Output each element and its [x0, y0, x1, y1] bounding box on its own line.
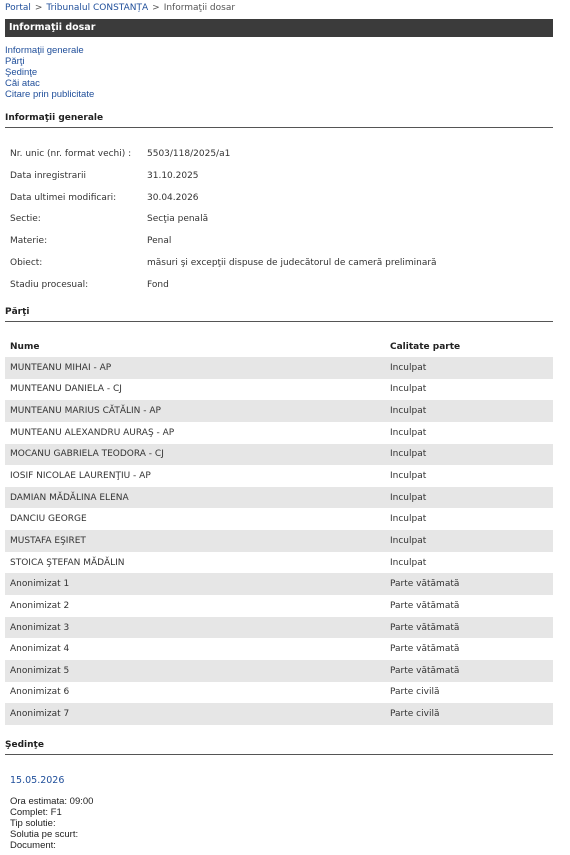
breadcrumb — [5, 3, 235, 13]
info-value: 5503/118/2025/a1 — [147, 149, 231, 159]
table-row — [5, 573, 553, 595]
table-row — [5, 379, 553, 401]
party-name: Anonimizat 6 — [10, 687, 70, 698]
parties-table — [5, 337, 553, 725]
party-role: Inculpat — [390, 471, 427, 482]
party-role: Parte civilă — [390, 687, 440, 698]
table-row — [5, 422, 553, 444]
toc-link-parties[interactable]: Părţi — [5, 56, 25, 67]
party-name: MUNTEANU ALEXANDRU AURAŞ - AP — [10, 427, 175, 438]
party-name: DAMIAN MĂDĂLINA ELENA — [10, 492, 129, 503]
party-role: Parte vătămată — [390, 622, 460, 633]
party-role: Inculpat — [390, 514, 427, 525]
party-name: MUNTEANU DANIELA - CJ — [10, 384, 122, 395]
hearing-date: 15.05.2026 — [10, 775, 65, 786]
table-row — [5, 595, 553, 617]
party-role: Inculpat — [390, 449, 427, 460]
party-role: Inculpat — [390, 492, 427, 503]
table-row — [5, 465, 553, 487]
party-role: Parte vătămată — [390, 600, 460, 611]
info-value: Fond — [147, 280, 169, 290]
hearing-details — [10, 796, 93, 851]
party-name: MUNTEANU MARIUS CĂTĂLIN - AP — [10, 406, 161, 417]
breadcrumb-current: Informaţii dosar — [163, 3, 236, 13]
table-row — [5, 530, 553, 552]
party-name: MUNTEANU MIHAI - AP — [10, 362, 112, 373]
toc-link-appeals[interactable]: Căi atac — [5, 78, 40, 89]
table-row — [5, 660, 553, 682]
party-role: Parte civilă — [390, 709, 440, 720]
section-heading-hearings: Şedinţe — [5, 740, 553, 755]
party-name: DANCIU GEORGE — [10, 514, 87, 525]
toc-link-general-info[interactable]: Informaţii generale — [5, 45, 84, 56]
party-name: Anonimizat 4 — [10, 644, 70, 655]
table-header-row — [5, 337, 553, 357]
table-row — [5, 617, 553, 639]
party-name: Anonimizat 5 — [10, 665, 70, 676]
toc-link-public-summons[interactable]: Citare prin publicitate — [5, 89, 95, 100]
party-role: Inculpat — [390, 557, 427, 568]
info-value: Secţia penală — [147, 214, 209, 224]
table-row — [5, 487, 553, 509]
breadcrumb-portal-link[interactable]: Portal — [5, 3, 31, 13]
table-row — [5, 444, 553, 466]
column-header-name: Nume — [10, 342, 40, 352]
table-of-contents — [5, 45, 94, 100]
info-label: Data inregistrarii — [10, 171, 86, 181]
table-row — [5, 682, 553, 704]
info-value: Penal — [147, 236, 172, 246]
hearing-detail-line: Tip solutie: — [10, 818, 56, 829]
hearing-detail-line: Ora estimata: 09:00 — [10, 796, 94, 807]
hearing-detail-line: Document: — [10, 840, 56, 851]
info-label: Obiect: — [10, 258, 43, 268]
party-role: Inculpat — [390, 406, 427, 417]
party-role: Parte vătămată — [390, 665, 460, 676]
hearing-detail-line: Solutia pe scurt: — [10, 829, 79, 840]
section-heading-general-info: Informaţii generale — [5, 113, 553, 128]
party-role: Inculpat — [390, 384, 427, 395]
info-label: Sectie: — [10, 214, 41, 224]
party-name: STOICA ŞTEFAN MĂDĂLIN — [10, 557, 125, 568]
party-role: Inculpat — [390, 362, 427, 373]
table-row — [5, 638, 553, 660]
breadcrumb-separator: > — [34, 3, 43, 13]
party-name: MUSTAFA EŞIRET — [10, 535, 86, 546]
party-name: MOCANU GABRIELA TEODORA - CJ — [10, 449, 164, 460]
section-heading-parties: Părţi — [5, 307, 553, 322]
info-label: Nr. unic (nr. format vechi) : — [10, 149, 132, 159]
breadcrumb-court-link[interactable]: Tribunalul CONSTANȚA — [46, 3, 149, 13]
parties-table-body — [5, 357, 553, 725]
info-value: 31.10.2025 — [147, 171, 199, 181]
table-row — [5, 508, 553, 530]
info-label: Stadiu procesual: — [10, 280, 89, 290]
info-label: Materie: — [10, 236, 48, 246]
table-row — [5, 400, 553, 422]
table-row — [5, 552, 553, 574]
info-value: măsuri şi excepţii dispuse de judecătorul de cameră preliminară — [147, 258, 437, 268]
breadcrumb-separator: > — [152, 3, 160, 13]
party-role: Parte vătămată — [390, 579, 460, 590]
table-row — [5, 357, 553, 379]
party-name: IOSIF NICOLAE LAURENŢIU - AP — [10, 471, 151, 482]
page-title: Informaţii dosar — [5, 19, 553, 37]
toc-link-hearings[interactable]: Şedinţe — [5, 67, 38, 78]
column-header-party-role: Calitate parte — [390, 342, 461, 352]
party-name: Anonimizat 1 — [10, 579, 70, 590]
table-row — [5, 703, 553, 725]
party-name: Anonimizat 7 — [10, 709, 70, 720]
info-label: Data ultimei modificari: — [10, 193, 117, 203]
party-name: Anonimizat 2 — [10, 600, 70, 611]
party-role: Parte vătămată — [390, 644, 460, 655]
party-name: Anonimizat 3 — [10, 622, 70, 633]
hearing-detail-line: Complet: F1 — [10, 807, 62, 818]
party-role: Inculpat — [390, 535, 427, 546]
party-role: Inculpat — [390, 427, 427, 438]
info-value: 30.04.2026 — [147, 193, 199, 203]
